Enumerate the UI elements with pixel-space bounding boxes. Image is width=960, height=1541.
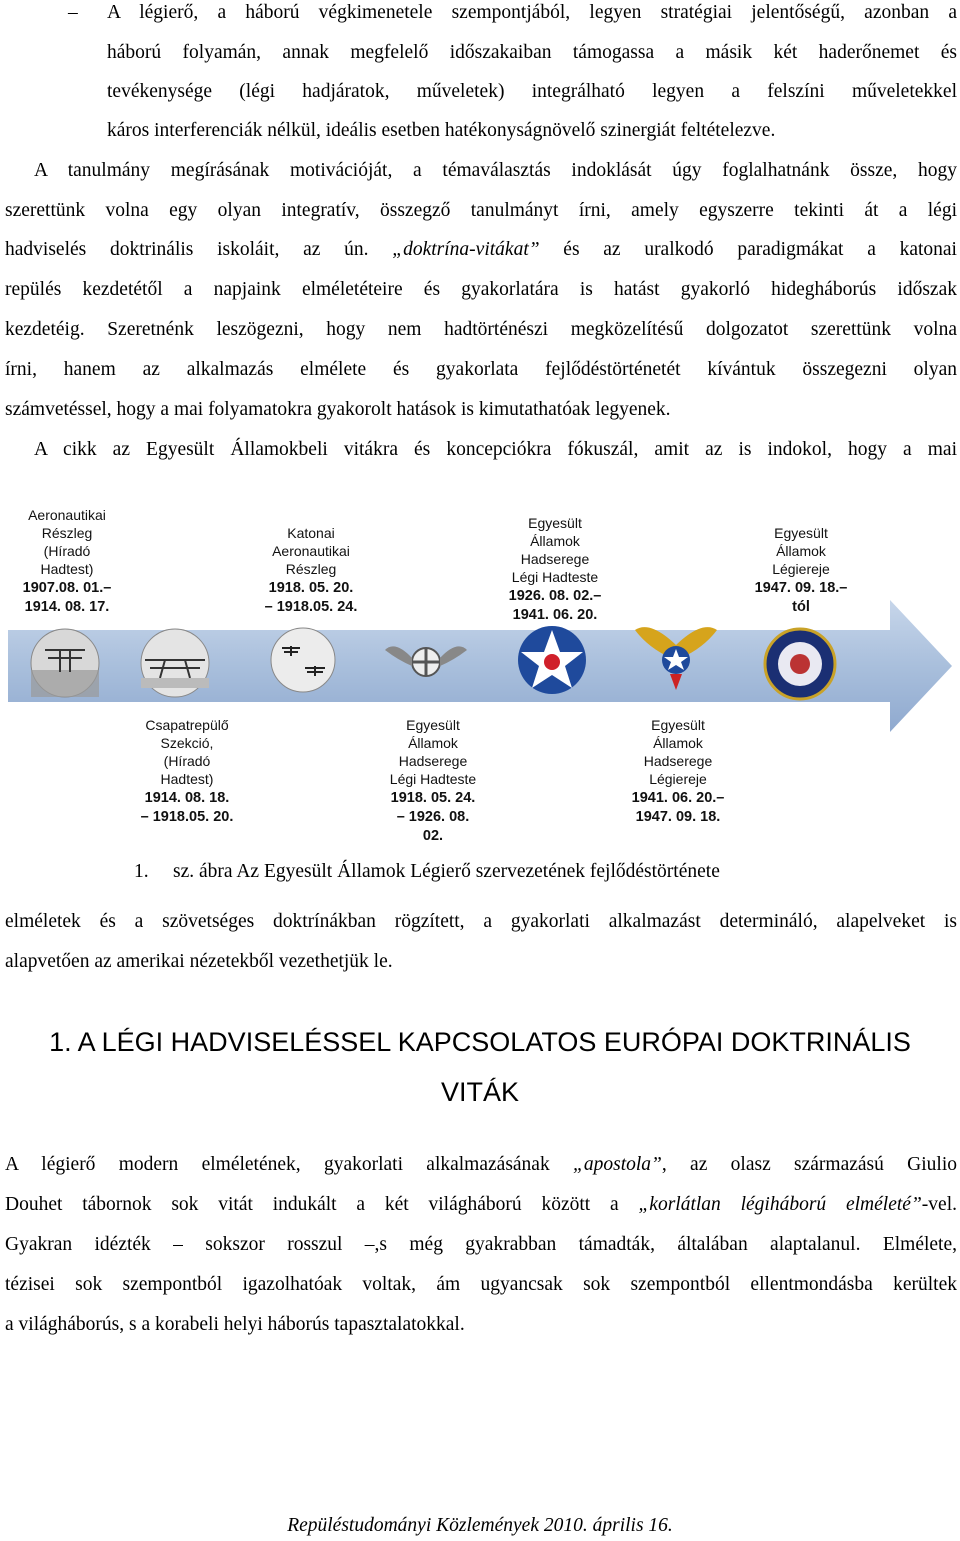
timeline-name: Csapatrepülő Szekció, (Híradó Hadtest) xyxy=(145,717,229,787)
air-force-seal-icon xyxy=(765,629,835,699)
biplane-photo-icon xyxy=(31,629,99,697)
para2-line: írni, hanem az alkalmazás elmélete és gyakorlata fejlődéstörténetét kívántuk összegezni olyan xyxy=(5,359,957,380)
para2-line-with-italic xyxy=(5,238,957,262)
para5-line-with-italic xyxy=(5,1193,957,1217)
timeline-dates: 1914. 08. 18. – 1918.05. 20. xyxy=(140,790,234,825)
section-heading: 1. A LÉGI HADVISELÉSSEL KAPCSOLATOS EURÓPAI DOKTRINÁLIS xyxy=(49,1027,911,1057)
caption-number: 1. xyxy=(134,861,149,882)
timeline-name: Egyesült Államok Hadserege Légi Hadteste xyxy=(511,515,599,585)
para5-line: tézisei sok szempontból igazolhatóak voltak, ám ugyancsak sok szempontból ellentmondásba kerültek xyxy=(5,1274,957,1295)
para5-line: Gyakran idézték – sokszor rosszul –,s még gyakrabban támadták, általában alaptalanul. Elmélete, xyxy=(5,1234,957,1255)
timeline-name: Egyesült Államok Hadserege Légi Hadteste xyxy=(389,717,477,787)
caption-text: sz. ábra Az Egyesült Államok Légierő szervezetének fejlődéstörténete xyxy=(173,861,720,882)
para2-line: A tanulmány megírásának motivációját, a témaválasztás indoklását úgy foglalhatnánk össze, hogy xyxy=(34,160,957,181)
para2-line: számvetéssel, hogy a mai folyamatokra gyakorolt hatások is kimutathatóak legyenek. xyxy=(5,399,671,420)
timeline-label xyxy=(112,716,262,826)
para1-line: A légierő, a háború végkimenetele szempontjából, legyen stratégiai jelentőségű, azonban a xyxy=(107,2,957,23)
timeline-dates: 1926. 08. 02.– 1941. 06. 20. xyxy=(508,588,602,623)
timeline-figure xyxy=(0,500,960,844)
para3-line: A cikk az Egyesült Államokbeli vitákra és koncepciókra fókuszál, amit az is indokol, hogy a mai xyxy=(34,439,957,460)
star-roundel-icon xyxy=(518,626,586,694)
para4-line: alapvetően az amerikai nézetekből vezethetjük le. xyxy=(5,951,393,972)
timeline-dates: 1947. 09. 18.– tól xyxy=(754,580,848,615)
para2-line: repülés kezdetétől a napjaink elméletéteire és gyakorlatára is hatást gyakorló hidegháborús időszak xyxy=(5,279,957,300)
page-footer: Repüléstudományi Közlemények 2010. április 16. xyxy=(287,1515,673,1536)
timeline-label xyxy=(603,716,753,826)
timeline-label xyxy=(480,514,630,624)
timeline-name: Katonai Aeronautikai Részleg xyxy=(272,525,350,577)
timeline-label xyxy=(236,524,386,616)
section-heading: VITÁK xyxy=(440,1077,520,1107)
italic-run: „korlátlan légiháború elméleté” xyxy=(638,1194,922,1215)
para5-line: a világháborús, s a korabeli helyi háborús tapasztalatokkal. xyxy=(5,1314,465,1335)
text-run: hadviselés doktrinális iskoláit, az ún. xyxy=(5,239,393,260)
text-run: Douhet tábornok sok vitát indukált a két világháború között a xyxy=(5,1194,639,1215)
timeline-dates: 1918. 05. 20. – 1918.05. 24. xyxy=(264,580,358,615)
figure-caption xyxy=(134,860,720,884)
para4-line: elméletek és a szövetséges doktrínákban rögzített, a gyakorlati alkalmazást determináló, alapelveket is xyxy=(5,911,957,932)
timeline-label xyxy=(0,506,142,616)
seaplane-photo-icon xyxy=(141,629,209,697)
para2-line: kezdetéig. Szeretnénk leszögezni, hogy nem hadtörténészi megközelítésű dolgozatot szerettünk volna xyxy=(5,319,957,340)
flying-biplanes-photo-icon xyxy=(271,628,335,692)
bullet-dash: – xyxy=(68,2,78,23)
text-run: , az olasz származású Giulio xyxy=(661,1154,957,1175)
timeline-dates: 1941. 06. 20.– 1947. 09. 18. xyxy=(631,790,725,825)
para2-line: szerettünk volna egy olyan integratív, összegző tanulmányt írni, amely egyszerre tekinti át a légi xyxy=(5,200,957,221)
timeline-name: Egyesült Államok Hadserege Légiereje xyxy=(643,717,713,787)
para1-line: tevékenysége (légi hadjáratok, műveletek) integrálható legyen a felszíni műveletekkel xyxy=(107,81,957,102)
para5-line-with-italic xyxy=(5,1153,957,1177)
timeline-dates: 1907.08. 01.– 1914. 08. 17. xyxy=(22,580,112,615)
text-run: és az uralkodó paradigmákat a katonai xyxy=(539,239,957,260)
timeline-name: Egyesült Államok Légiereje xyxy=(772,525,830,577)
timeline-dates: 1918. 05. 24. – 1926. 08. 02. xyxy=(390,790,476,844)
timeline-label xyxy=(726,524,876,616)
text-run: A légierő modern elméletének, gyakorlati alkalmazásának xyxy=(5,1154,574,1175)
italic-run: „doktrína-vitákat” xyxy=(392,239,540,260)
italic-run: „apostola” xyxy=(573,1154,662,1175)
timeline-name: Aeronautikai Részleg (Híradó Hadtest) xyxy=(28,507,106,577)
para1-line: háború folyamán, annak megfelelő időszakaiban támogassa a másik két haderőnemet és xyxy=(107,42,957,63)
text-run: -vel. xyxy=(921,1194,957,1215)
para1-line: káros interferenciák nélkül, ideális esetben hatékonyságnövelő szinergiát feltételezve. xyxy=(107,120,776,141)
timeline-label xyxy=(358,716,508,845)
